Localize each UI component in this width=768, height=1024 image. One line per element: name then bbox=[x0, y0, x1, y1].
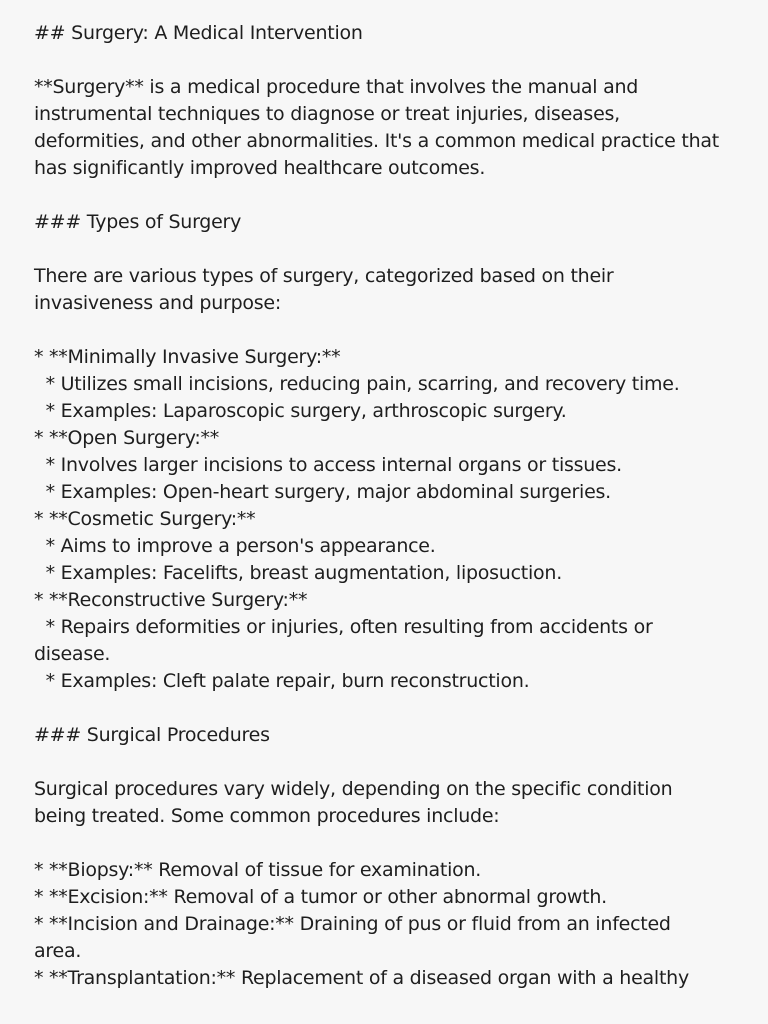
types-intro-line-1: There are various types of surgery, categorized based on their bbox=[34, 265, 614, 287]
sub-item-reconstructive-examples: * Examples: Cleft palate repair, burn reconstruction. bbox=[34, 670, 530, 692]
list-item-transplantation: * **Transplantation:** Replacement of a diseased organ with a healthy bbox=[34, 967, 689, 989]
sub-item-open-surgery-examples: * Examples: Open-heart surgery, major abdominal surgeries. bbox=[34, 481, 611, 503]
list-item-excision: * **Excision:** Removal of a tumor or other abnormal growth. bbox=[34, 886, 607, 908]
sub-item-cosmetic-desc: * Aims to improve a person's appearance. bbox=[34, 535, 436, 557]
procedures-intro-line-2: being treated. Some common procedures include: bbox=[34, 805, 500, 827]
sub-item-reconstructive-desc: * Repairs deformities or injuries, often resulting from accidents or bbox=[34, 616, 653, 638]
sub-item-reconstructive-desc-cont: disease. bbox=[34, 643, 111, 665]
sub-item-minimally-invasive-desc: * Utilizes small incisions, reducing pain, scarring, and recovery time. bbox=[34, 373, 680, 395]
intro-line-3: deformities, and other abnormalities. It's a common medical practice that bbox=[34, 130, 719, 152]
intro-line-1: **Surgery** is a medical procedure that involves the manual and bbox=[34, 76, 639, 98]
intro-line-4: has significantly improved healthcare outcomes. bbox=[34, 157, 486, 179]
list-item-reconstructive-surgery: * **Reconstructive Surgery:** bbox=[34, 589, 308, 611]
list-item-incision-drainage-cont: area. bbox=[34, 940, 82, 962]
procedures-intro-line-1: Surgical procedures vary widely, depending on the specific condition bbox=[34, 778, 673, 800]
list-item-biopsy: * **Biopsy:** Removal of tissue for examination. bbox=[34, 859, 482, 881]
sub-item-open-surgery-desc: * Involves larger incisions to access internal organs or tissues. bbox=[34, 454, 622, 476]
list-item-minimally-invasive: * **Minimally Invasive Surgery:** bbox=[34, 346, 341, 368]
types-intro-line-2: invasiveness and purpose: bbox=[34, 292, 282, 314]
heading-surgery: ## Surgery: A Medical Intervention bbox=[34, 22, 363, 44]
list-item-open-surgery: * **Open Surgery:** bbox=[34, 427, 219, 449]
sub-item-cosmetic-examples: * Examples: Facelifts, breast augmentation, liposuction. bbox=[34, 562, 562, 584]
heading-surgical-procedures: ### Surgical Procedures bbox=[34, 724, 270, 746]
sub-item-minimally-invasive-examples: * Examples: Laparoscopic surgery, arthroscopic surgery. bbox=[34, 400, 567, 422]
list-item-cosmetic-surgery: * **Cosmetic Surgery:** bbox=[34, 508, 256, 530]
heading-types-of-surgery: ### Types of Surgery bbox=[34, 211, 242, 233]
list-item-incision-drainage: * **Incision and Drainage:** Draining of pus or fluid from an infected bbox=[34, 913, 671, 935]
intro-line-2: instrumental techniques to diagnose or treat injuries, diseases, bbox=[34, 103, 620, 125]
